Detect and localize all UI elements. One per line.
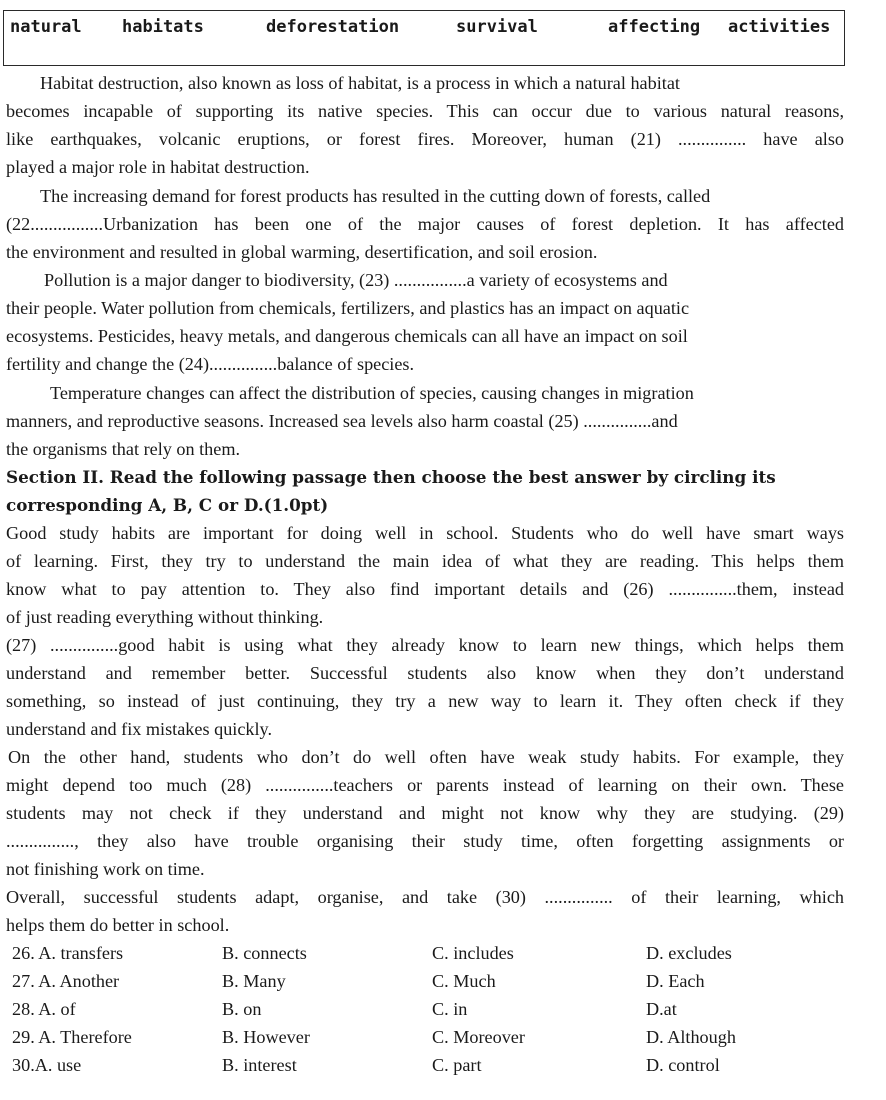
passage-line: played a major role in habitat destruction. bbox=[6, 157, 310, 177]
passage-line: Habitat destruction, also known as loss of habitat, is a process in which a natural habitat bbox=[40, 73, 680, 93]
passage-line: Overall, successful students adapt, organise, and take (30) ............... of their learning, which bbox=[6, 887, 844, 907]
option-d[interactable]: D. control bbox=[646, 1055, 720, 1075]
option-c[interactable]: C. includes bbox=[432, 943, 514, 963]
option-b[interactable]: B. However bbox=[222, 1027, 310, 1047]
passage-line: understand and remember better. Successful students also know when they don’t understand bbox=[6, 663, 844, 683]
option-b[interactable]: B. connects bbox=[222, 943, 307, 963]
passage-line: becomes incapable of supporting its native species. This can occur due to various natural reasons, bbox=[6, 101, 844, 121]
option-d[interactable]: D. excludes bbox=[646, 943, 732, 963]
word-bank-item: survival bbox=[456, 17, 538, 37]
word-bank-item: activities bbox=[728, 17, 831, 37]
passage-line: (22................Urbanization has been one of the major causes of forest depletion. It has affected bbox=[6, 214, 844, 234]
option-a[interactable]: 30.A. use bbox=[12, 1055, 82, 1075]
passage-line: manners, and reproductive seasons. Increased sea levels also harm coastal (25) ...............and bbox=[6, 411, 678, 431]
passage-line: not finishing work on time. bbox=[6, 859, 205, 879]
option-d[interactable]: D.at bbox=[646, 999, 677, 1019]
passage-line: their people. Water pollution from chemicals, fertilizers, and plastics has an impact on aquatic bbox=[6, 298, 690, 318]
option-d[interactable]: D. Although bbox=[646, 1027, 736, 1047]
word-bank-item: natural bbox=[10, 17, 82, 37]
passage-line: know what to pay attention to. They also find important details and (26) ...............them, instead bbox=[6, 579, 844, 599]
passage-line: of just reading everything without thinking. bbox=[6, 607, 324, 627]
passage-line: Good study habits are important for doing well in school. Students who do well have smart ways bbox=[6, 523, 844, 543]
passage-line: the environment and resulted in global warming, desertification, and soil erosion. bbox=[6, 242, 598, 262]
passage-line: The increasing demand for forest products has resulted in the cutting down of forests, called bbox=[40, 186, 711, 206]
passage-line: (27) ...............good habit is using what they already know to learn new things, which helps them bbox=[6, 635, 844, 655]
passage-line: helps them do better in school. bbox=[6, 915, 230, 935]
word-bank-item: deforestation bbox=[266, 17, 400, 37]
word-bank-item: affecting bbox=[608, 17, 701, 37]
passage-line: Pollution is a major danger to biodiversity, (23) ................a variety of ecosystems and bbox=[44, 270, 668, 290]
passage-line: fertility and change the (24)...............balance of species. bbox=[6, 354, 415, 374]
passage-line: ..............., they also have trouble organising their study time, often forgetting assignments or bbox=[6, 831, 844, 851]
passage-line: On the other hand, students who don’t do well often have weak study habits. For example, they bbox=[8, 747, 844, 767]
option-a[interactable]: 29. A. Therefore bbox=[12, 1027, 132, 1047]
option-a[interactable]: 28. A. of bbox=[12, 999, 76, 1019]
option-d[interactable]: D. Each bbox=[646, 971, 705, 991]
option-c[interactable]: C. in bbox=[432, 999, 468, 1019]
passage-line: like earthquakes, volcanic eruptions, or forest fires. Moreover, human (21) ............... have also bbox=[6, 129, 844, 149]
option-b[interactable]: B. on bbox=[222, 999, 262, 1019]
passage-line: students may not check if they understand and might not know why they are studying. (29) bbox=[6, 803, 844, 823]
option-a[interactable]: 26. A. transfers bbox=[12, 943, 124, 963]
passage-line: Temperature changes can affect the distribution of species, causing changes in migration bbox=[50, 383, 694, 403]
option-c[interactable]: C. Moreover bbox=[432, 1027, 525, 1047]
passage-line: of learning. First, they try to understand the main idea of what they are reading. This helps them bbox=[6, 551, 844, 571]
passage-line: the organisms that rely on them. bbox=[6, 439, 241, 459]
passage-line: something, so instead of just continuing, they try a new way to learn it. They often check if they bbox=[6, 691, 844, 711]
word-bank-item: habitats bbox=[122, 17, 204, 37]
section-heading: Section II. Read the following passage then choose the best answer by circling its bbox=[6, 467, 776, 487]
passage-line: understand and fix mistakes quickly. bbox=[6, 719, 273, 739]
option-b[interactable]: B. interest bbox=[222, 1055, 297, 1075]
option-b[interactable]: B. Many bbox=[222, 971, 286, 991]
passage-line: ecosystems. Pesticides, heavy metals, and dangerous chemicals can all have an impact on soil bbox=[6, 326, 688, 346]
passage-line: might depend too much (28) ...............teachers or parents instead of learning on their own. These bbox=[6, 775, 844, 795]
option-c[interactable]: C. Much bbox=[432, 971, 496, 991]
section-heading: corresponding A, B, C or D.(1.0pt) bbox=[6, 495, 329, 515]
option-a[interactable]: 27. A. Another bbox=[12, 971, 120, 991]
option-c[interactable]: C. part bbox=[432, 1055, 482, 1075]
word-bank-box bbox=[3, 10, 845, 66]
